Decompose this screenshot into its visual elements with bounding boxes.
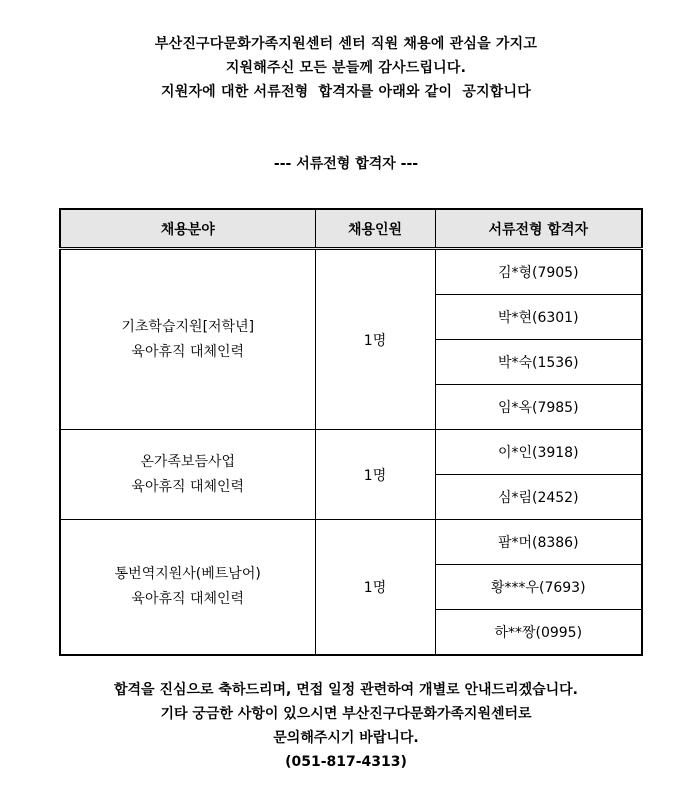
outro-line-1: 합격을 진심으로 축하드리며, 면접 일정 관련하여 개별로 안내드리겠습니다.: [114, 682, 578, 698]
header-field: 채용분야: [60, 209, 315, 249]
passer-cell: 임*옥(7985): [435, 385, 642, 430]
table-row: [60, 249, 642, 295]
passer-cell: 박*숙(1536): [435, 340, 642, 385]
passer-cell: 팜*머(8386): [435, 520, 642, 565]
passer-cell: 황***우(7693): [435, 565, 642, 610]
field-cell: [60, 430, 315, 520]
intro-line-2: 지원해주신 모든 분들께 감사드립니다.: [225, 60, 467, 76]
contact-phone: (051-817-4313): [285, 754, 407, 770]
table-row: [60, 430, 642, 475]
intro-line-1: 부산진구다문화가족지원센터 센터 직원 채용에 관심을 가지고: [154, 36, 538, 52]
passer-cell: 박*현(6301): [435, 295, 642, 340]
field-subtitle: 육아휴직 대체인력: [131, 478, 245, 495]
count-cell: 1명: [315, 520, 435, 656]
intro-line-3: 지원자에 대한 서류전형 합격자를 아래와 같이 공지합니다: [161, 84, 531, 100]
field-cell: [60, 520, 315, 656]
outro-line-3: 문의해주시기 바랍니다.: [273, 730, 419, 746]
passer-cell: 김*형(7905): [435, 249, 642, 295]
field-name: 온가족보듬사업: [140, 453, 236, 470]
field-cell: [60, 249, 315, 430]
header-count: 채용인원: [315, 209, 435, 249]
field-subtitle: 육아휴직 대체인력: [131, 343, 245, 360]
intro-text: [0, 32, 692, 104]
count-cell: 1명: [315, 249, 435, 430]
table-row: [60, 520, 642, 565]
passer-cell: 심*림(2452): [435, 475, 642, 520]
count-cell: 1명: [315, 430, 435, 520]
field-subtitle: 육아휴직 대체인력: [131, 591, 245, 607]
results-table: [59, 208, 643, 656]
table-header-row: [60, 209, 642, 249]
passer-cell: 이*인(3918): [435, 430, 642, 475]
field-name: 기초학습지원[저학년]: [121, 318, 255, 335]
passer-cell: 하**짱(0995): [435, 610, 642, 656]
section-title: --- 서류전형 합격자 ---: [273, 156, 419, 172]
outro-text: [0, 678, 692, 774]
header-passers: 서류전형 합격자: [435, 209, 642, 249]
outro-line-2: 기타 궁금한 사항이 있으시면 부산진구다문화가족지원센터로: [160, 706, 532, 722]
field-name: 통번역지원사(베트남어): [114, 566, 261, 582]
